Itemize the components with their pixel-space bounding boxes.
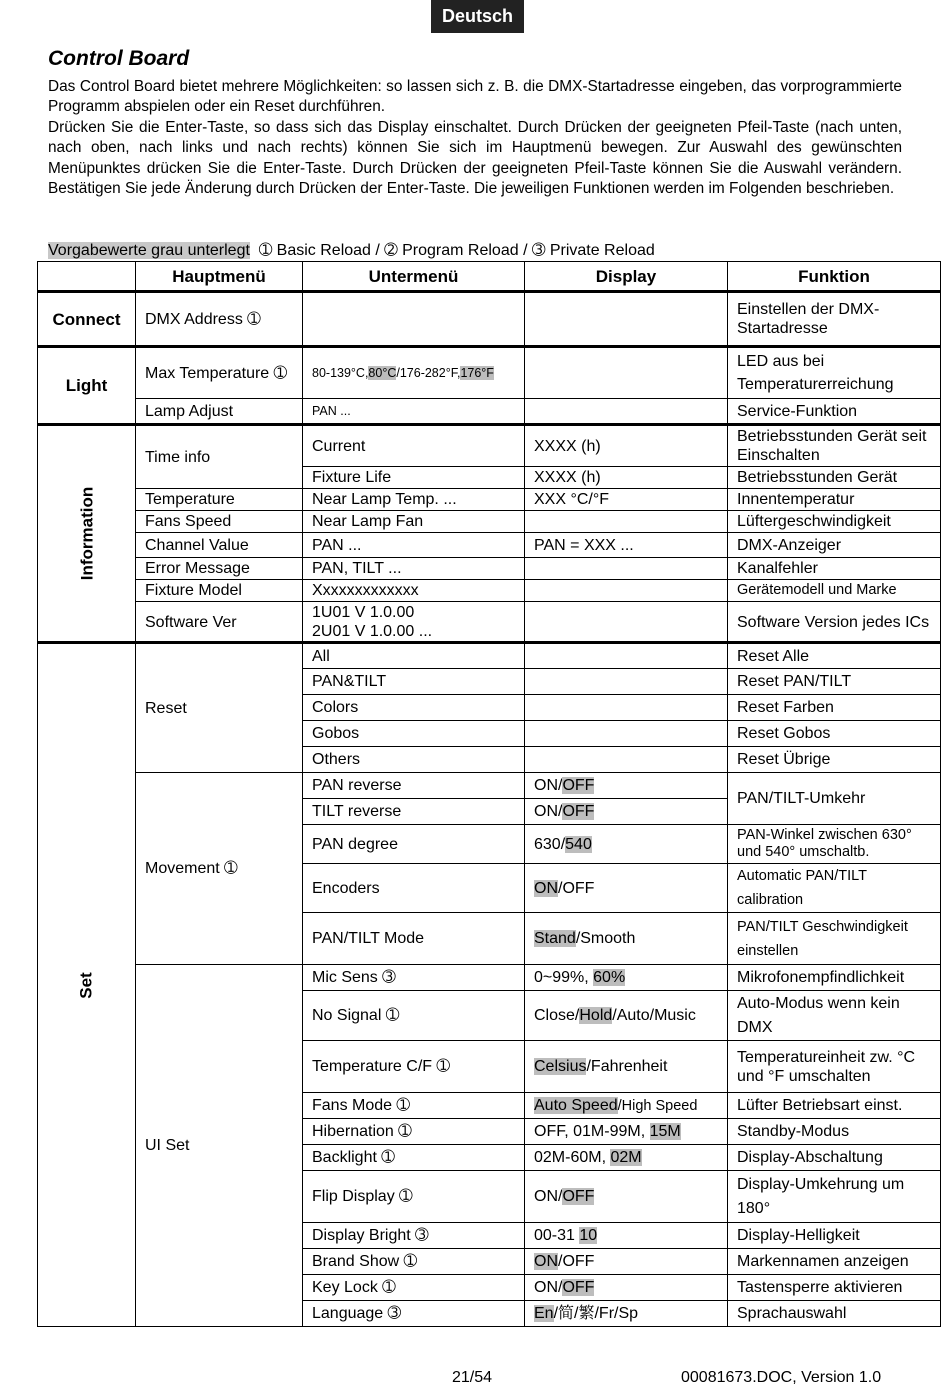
legend <box>48 240 655 260</box>
submenu-cell: Current <box>303 425 525 467</box>
submenu-cell: Hibernation ➀ <box>303 1119 525 1145</box>
submenu-cell: Colors <box>303 695 525 721</box>
main-menu-cell: DMX Address ➀ <box>136 292 303 347</box>
function-cell: Service-Funktion <box>728 399 941 425</box>
default-value: OFF <box>562 777 595 794</box>
group-information-label: Information <box>77 486 96 581</box>
submenu-cell: Key Lock ➀ <box>303 1275 525 1301</box>
range-text: 80-139°C, <box>312 365 369 380</box>
display-cell: PAN = XXX ... <box>525 533 728 558</box>
main-menu-cell: Channel Value <box>136 533 303 558</box>
main-menu-cell: Error Message <box>136 558 303 580</box>
main-menu-cell: Fans Speed <box>136 511 303 533</box>
default-value: 15M <box>649 1123 681 1140</box>
legend-reload-key: ➀ Basic Reload / ➁ Program Reload / ➂ Private Reload <box>249 242 655 259</box>
table-row <box>38 399 941 425</box>
default-value: Celsius <box>534 1058 587 1075</box>
document-id: 00081673.DOC, Version 1.0 <box>681 1369 882 1386</box>
intro-paragraph-1: Das Control Board bietet mehrere Möglichkeiten: so lassen sich z. B. die DMX-Startadresse eingeben, das vorprogrammierte Programm abspielen oder ein Reset durchführen. <box>48 78 902 116</box>
function-cell: Gerätemodell und Marke <box>728 580 941 602</box>
default-value: ON <box>534 1253 558 1270</box>
default-value: 60% <box>593 969 626 986</box>
display-cell: XXX °C/°F <box>525 489 728 511</box>
table-row <box>38 425 941 467</box>
function-cell: Reset Übrige <box>728 747 941 773</box>
option-text: /OFF <box>558 879 595 897</box>
submenu-cell <box>303 347 525 399</box>
option-text: /Auto/Music <box>612 1007 696 1024</box>
option-text: /High Speed <box>617 1097 698 1114</box>
function-cell: Sprachauswahl <box>728 1301 941 1327</box>
submenu-cell: Fans Mode ➀ <box>303 1093 525 1119</box>
display-cell <box>525 1223 728 1249</box>
empty-cell <box>525 511 728 533</box>
function-cell: Betriebsstunden Gerät <box>728 467 941 489</box>
option-text: 00-31 <box>534 1227 580 1244</box>
display-cell <box>525 1275 728 1301</box>
submenu-cell: Language ➂ <box>303 1301 525 1327</box>
language-badge: Deutsch <box>431 0 524 33</box>
function-cell: PAN/TILT-Umkehr <box>728 773 941 825</box>
submenu-cell: Near Lamp Temp. ... <box>303 489 525 511</box>
main-menu-cell: Lamp Adjust <box>136 399 303 425</box>
main-menu-cell: Reset <box>136 643 303 773</box>
function-cell: Reset PAN/TILT <box>728 669 941 695</box>
function-cell: LED aus bei Temperaturerreichung <box>728 347 941 399</box>
header-display: Display <box>525 262 728 292</box>
default-value: 02M <box>610 1149 642 1166</box>
submenu-cell: Encoders <box>303 864 525 913</box>
display-cell <box>525 1171 728 1223</box>
group-set-label: Set <box>77 971 96 999</box>
group-connect: Connect <box>38 292 136 347</box>
software-line-1: 1U01 V 1.0.00 <box>312 604 415 621</box>
display-cell <box>525 1093 728 1119</box>
submenu-cell: PAN ... <box>303 399 525 425</box>
option-text: ON/ <box>534 777 563 794</box>
submenu-cell: PAN, TILT ... <box>303 558 525 580</box>
default-value: OFF <box>562 1188 595 1205</box>
submenu-cell: Gobos <box>303 721 525 747</box>
header-empty <box>38 262 136 292</box>
function-cell: Standby-Modus <box>728 1119 941 1145</box>
display-cell <box>525 825 728 864</box>
legend-default-note: Vorgabewerte grau unterlegt <box>48 242 250 259</box>
function-cell: Kanalfehler <box>728 558 941 580</box>
default-value: ON <box>534 879 558 897</box>
default-value: Auto Speed <box>534 1096 618 1114</box>
function-cell: Software Version jedes ICs <box>728 602 941 643</box>
option-text: ON/ <box>534 1279 563 1296</box>
function-cell: PAN/TILT Geschwindigkeit einstellen <box>728 913 941 965</box>
empty-cell <box>525 747 728 773</box>
main-menu-cell: Max Temperature ➀ <box>136 347 303 399</box>
group-light: Light <box>38 347 136 425</box>
table-row <box>38 558 941 580</box>
submenu-cell: Backlight ➀ <box>303 1145 525 1171</box>
range-text: /176-282°F, <box>396 365 461 380</box>
submenu-cell: Display Bright ➂ <box>303 1223 525 1249</box>
main-menu-cell: Time info <box>136 425 303 489</box>
table-row <box>38 533 941 558</box>
submenu-cell: PAN/TILT Mode <box>303 913 525 965</box>
submenu-cell: Brand Show ➀ <box>303 1249 525 1275</box>
empty-cell <box>525 669 728 695</box>
function-cell: Markennamen anzeigen <box>728 1249 941 1275</box>
table-row <box>38 489 941 511</box>
submenu-cell: PAN degree <box>303 825 525 864</box>
intro-text <box>48 77 902 199</box>
submenu-cell: Others <box>303 747 525 773</box>
display-cell <box>525 773 728 799</box>
function-cell: Einstellen der DMX-Startadresse <box>728 292 941 347</box>
submenu-cell: Temperature C/F ➀ <box>303 1041 525 1093</box>
submenu-cell: Xxxxxxxxxxxxx <box>303 580 525 602</box>
default-value: OFF <box>562 803 595 820</box>
function-cell: Reset Farben <box>728 695 941 721</box>
option-text: ON/ <box>534 803 563 820</box>
table-row <box>38 292 941 347</box>
option-text: /OFF <box>558 1253 595 1270</box>
option-text: /简/繁/Fr/Sp <box>553 1305 639 1322</box>
header-funktion: Funktion <box>728 262 941 292</box>
empty-cell <box>525 347 728 399</box>
main-menu-cell: Software Ver <box>136 602 303 643</box>
header-untermenu: Untermenü <box>303 262 525 292</box>
function-cell: Reset Gobos <box>728 721 941 747</box>
submenu-cell: PAN ... <box>303 533 525 558</box>
default-value: Hold <box>579 1007 613 1024</box>
section-title: Control Board <box>48 47 190 70</box>
submenu-cell <box>303 602 525 643</box>
function-cell: PAN-Winkel zwischen 630° und 540° umschaltb. <box>728 825 941 864</box>
function-cell: Display-Abschaltung <box>728 1145 941 1171</box>
function-cell: Lüfter Betriebsart einst. <box>728 1093 941 1119</box>
option-text: OFF, 01M-99M, <box>534 1123 650 1140</box>
option-text: 0~99%, <box>534 969 594 986</box>
table-row <box>38 602 941 643</box>
display-cell <box>525 1145 728 1171</box>
header-hauptmenu: Hauptmenü <box>136 262 303 292</box>
function-cell: Reset Alle <box>728 643 941 669</box>
default-value: 10 <box>579 1227 598 1244</box>
empty-cell <box>525 721 728 747</box>
default-value: En <box>534 1305 554 1322</box>
display-cell <box>525 991 728 1041</box>
display-cell <box>525 864 728 913</box>
display-cell: XXXX (h) <box>525 467 728 489</box>
software-line-2: 2U01 V 1.0.00 ... <box>312 623 433 640</box>
default-value: 80°C <box>368 365 397 380</box>
submenu-cell: PAN&TILT <box>303 669 525 695</box>
option-text: Close/ <box>534 1007 580 1024</box>
menu-table <box>37 261 941 1327</box>
function-cell: Innentemperatur <box>728 489 941 511</box>
main-menu-cell: Fixture Model <box>136 580 303 602</box>
submenu-cell: Flip Display ➀ <box>303 1171 525 1223</box>
submenu-cell: Mic Sens ➂ <box>303 965 525 991</box>
function-cell: Display-Helligkeit <box>728 1223 941 1249</box>
table-row <box>38 580 941 602</box>
option-text: ON/ <box>534 1188 563 1205</box>
empty-cell <box>525 580 728 602</box>
submenu-cell: PAN reverse <box>303 773 525 799</box>
empty-cell <box>525 643 728 669</box>
empty-cell <box>303 292 525 347</box>
submenu-cell: Near Lamp Fan <box>303 511 525 533</box>
display-cell <box>525 965 728 991</box>
default-value: 176°F <box>460 365 494 380</box>
table-header-row <box>38 262 941 292</box>
option-text: /Smooth <box>575 930 636 947</box>
default-value: OFF <box>562 1279 595 1296</box>
table-row <box>38 347 941 399</box>
table-row <box>38 773 941 799</box>
display-cell: XXXX (h) <box>525 425 728 467</box>
table-row <box>38 511 941 533</box>
empty-cell <box>525 292 728 347</box>
display-cell <box>525 1041 728 1093</box>
empty-cell <box>525 602 728 643</box>
main-menu-cell: Movement ➀ <box>136 773 303 965</box>
table-row <box>38 965 941 991</box>
option-text: /Fahrenheit <box>586 1058 668 1075</box>
display-cell <box>525 799 728 825</box>
function-cell: DMX-Anzeiger <box>728 533 941 558</box>
group-set <box>38 643 136 1327</box>
default-value: Stand <box>534 930 576 947</box>
display-cell <box>525 1301 728 1327</box>
empty-cell <box>525 558 728 580</box>
default-value: 540 <box>565 835 592 853</box>
function-cell: Lüftergeschwindigkeit <box>728 511 941 533</box>
empty-cell <box>525 695 728 721</box>
submenu-cell: Fixture Life <box>303 467 525 489</box>
submenu-cell: TILT reverse <box>303 799 525 825</box>
table-row <box>38 643 941 669</box>
function-cell: Automatic PAN/TILT calibration <box>728 864 941 913</box>
function-cell: Display-Umkehrung um 180° <box>728 1171 941 1223</box>
empty-cell <box>525 399 728 425</box>
display-cell <box>525 913 728 965</box>
page-number: 21/54 <box>452 1369 493 1386</box>
function-cell: Mikrofonempfindlichkeit <box>728 965 941 991</box>
function-cell: Tastensperre aktivieren <box>728 1275 941 1301</box>
display-cell <box>525 1249 728 1275</box>
main-menu-cell: UI Set <box>136 965 303 1327</box>
group-information <box>38 425 136 643</box>
intro-paragraph-2: Drücken Sie die Enter-Taste, so dass sich das Display einschaltet. Durch Drücken der geeigneten Pfeil-Taste (nach unten, nach oben, nach links und nach rechts) können Sie sich im Hauptmenü bewegen. Zur Auswahl des gewünschten Menüpunktes drücken Sie die Enter-Taste. Durch Drücken der geeigneten Pfeil-Taste können Sie die Auswahl verändern. Bestätigen Sie jede Änderung durch Drücken der Enter-Taste. Die jeweiligen Funktionen werden im Folgenden beschrieben. <box>48 118 902 198</box>
function-cell: Auto-Modus wenn kein DMX <box>728 991 941 1041</box>
submenu-cell: No Signal ➀ <box>303 991 525 1041</box>
submenu-cell: All <box>303 643 525 669</box>
main-menu-cell: Temperature <box>136 489 303 511</box>
function-cell: Temperatureinheit zw. °C und °F umschalten <box>728 1041 941 1093</box>
option-text: 630/ <box>534 835 566 853</box>
display-cell <box>525 1119 728 1145</box>
option-text: 02M-60M, <box>534 1149 611 1166</box>
function-cell: Betriebsstunden Gerät seit Einschalten <box>728 425 941 467</box>
